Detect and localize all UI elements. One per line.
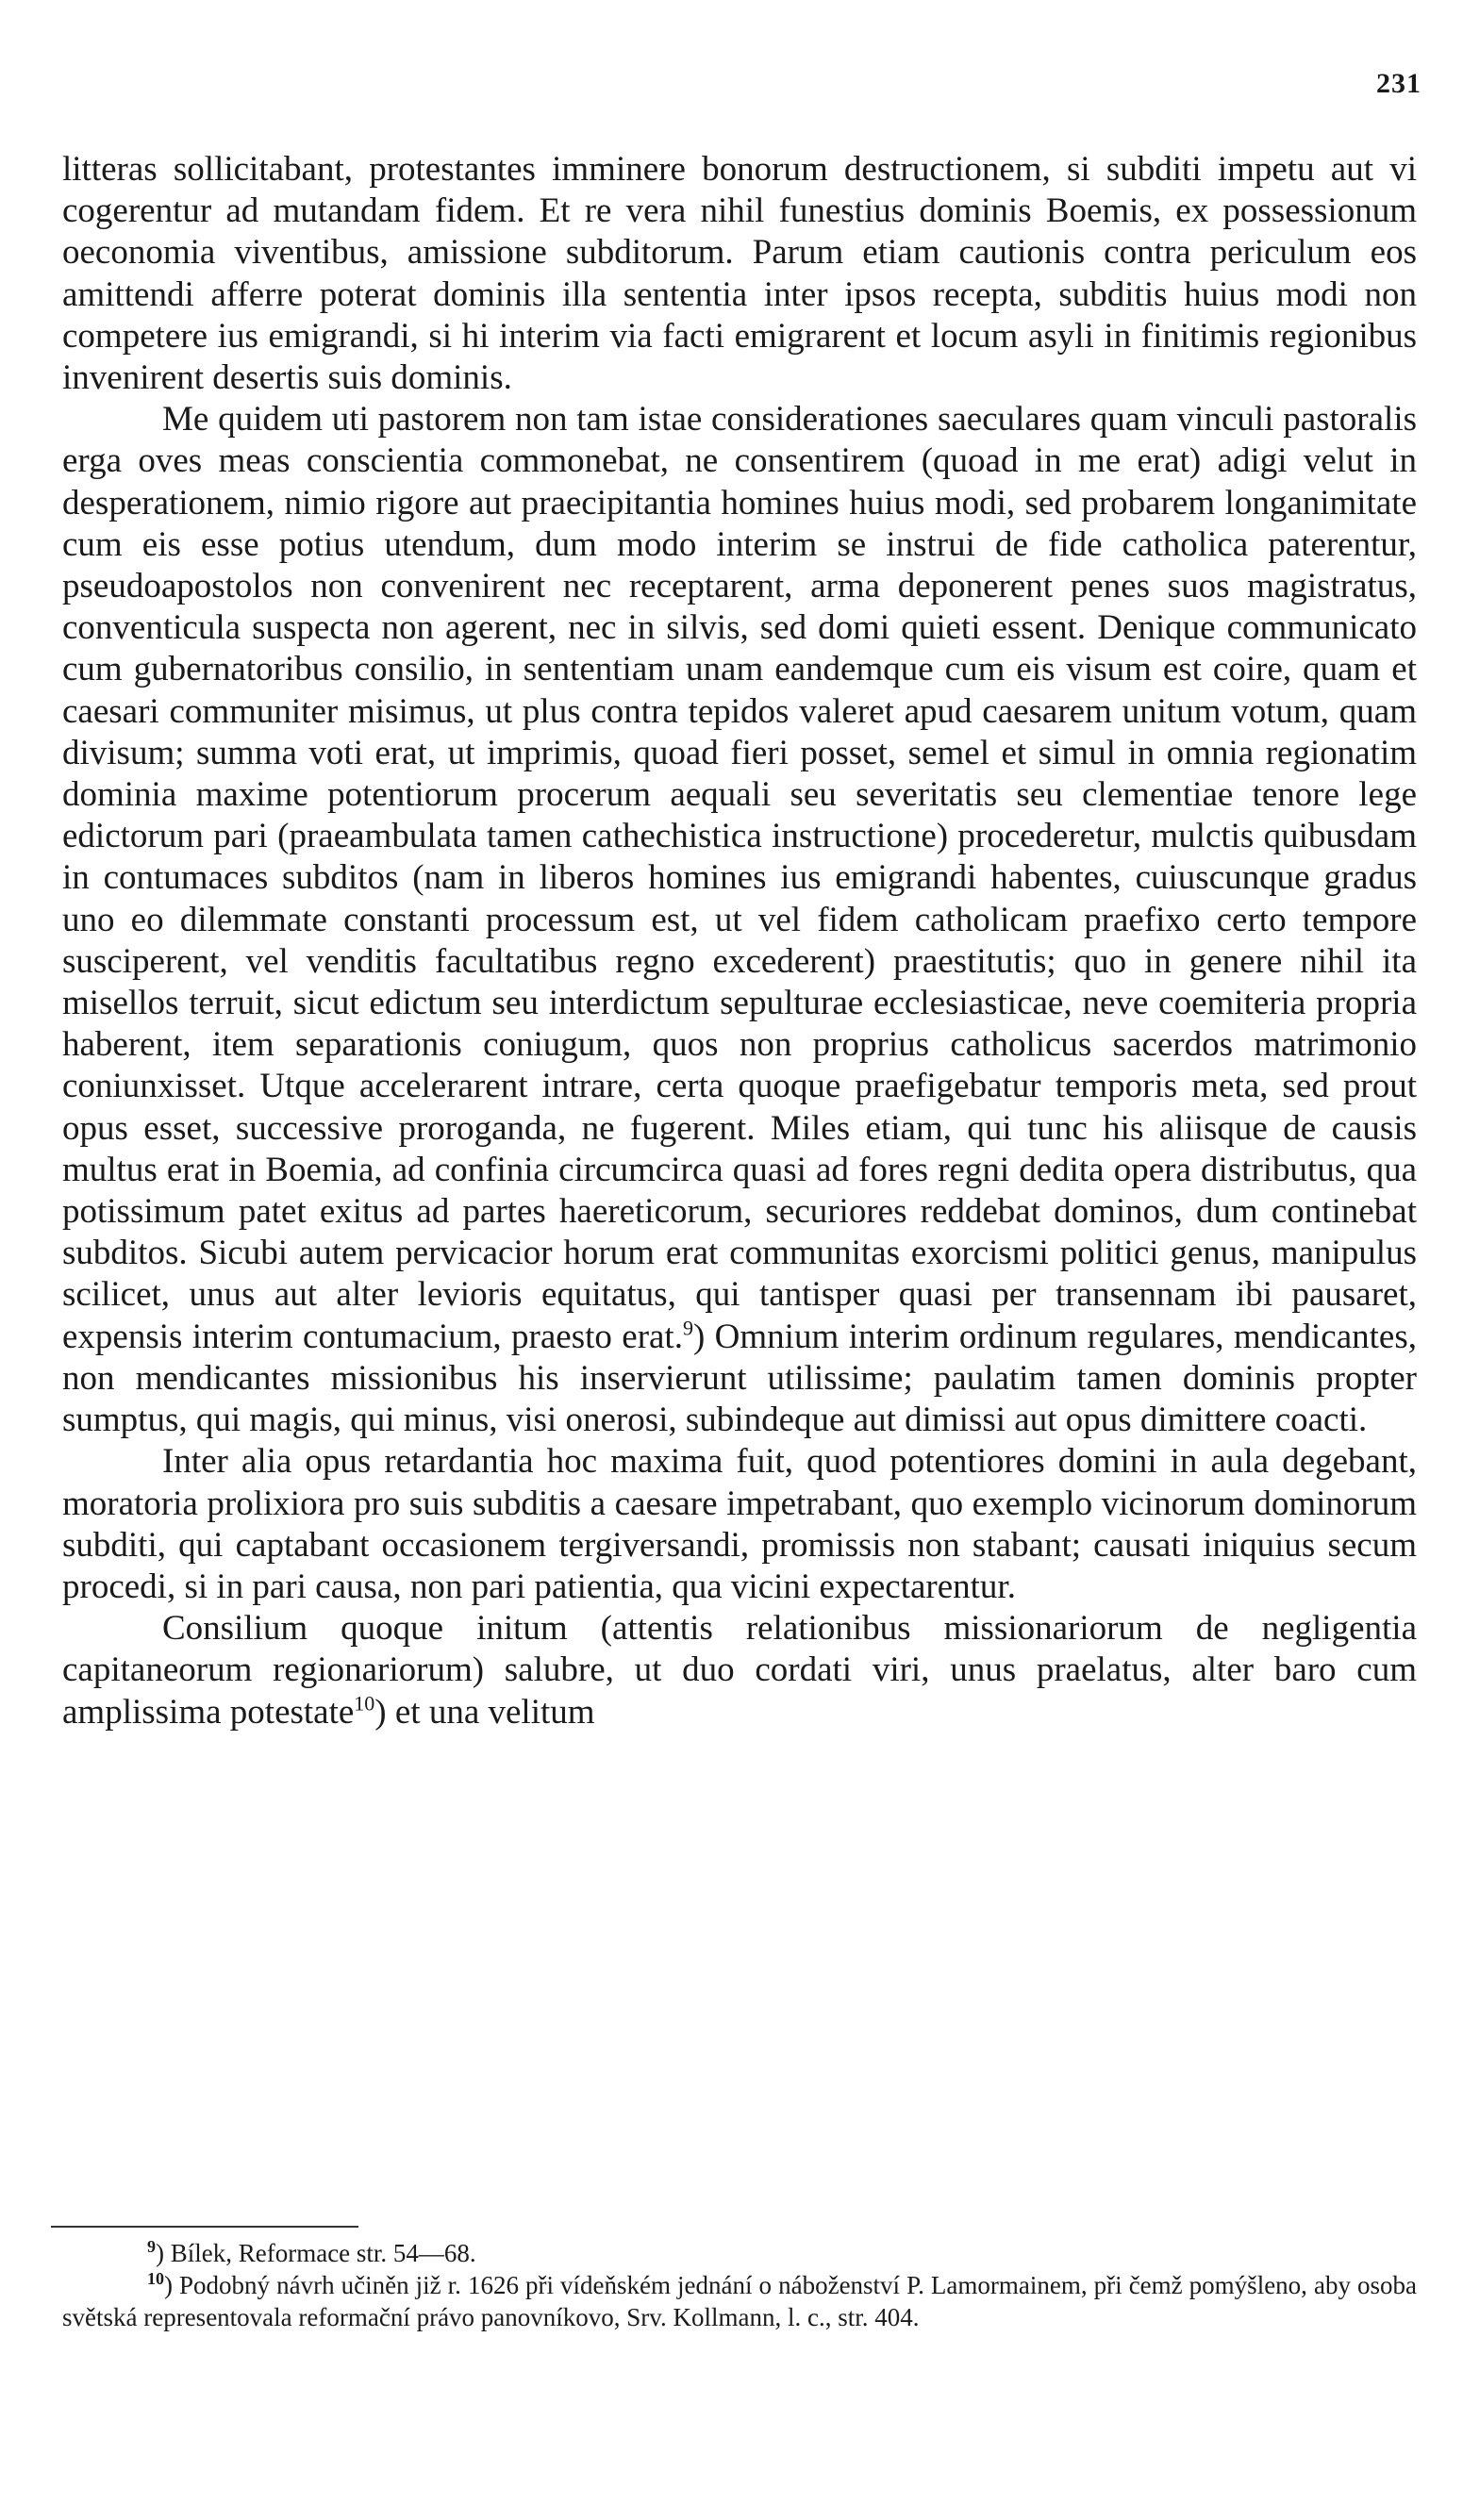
footnote-separator [51, 2226, 358, 2228]
paragraph-4 [62, 1608, 1417, 1733]
footnote-9-text: ) Bílek, Reformace str. 54—68. [156, 2239, 476, 2267]
paragraph-4-text-part-2: ) et una velitum [374, 1692, 595, 1732]
footnote-reference-9: 9 [682, 1316, 693, 1340]
paragraph-2: Me quidem uti pastorem non tam istae considerationes saeculares quam vinculi pastoralis erga oves meas conscientia commonebat, ne consentirem (quoad in me erat) adigi velut in desperationem, nimio rigore aut praecipitantia homines huius modi, sed probarem longanimitate cum eis esse potius utendum, dum modo interim se instrui de fide catholica paterentur, pseudoapostolos non convenirent nec receptarent, arma deponerent penes suos magistratus, conventicula suspecta non agerent, nec in silvis, sed domi quieti essent. Denique communicato cum gubernatoribus consilio, in sententiam unam eandemque cum eis visum est coire, quam et caesari communiter misimus, ut plus contra tepidos valeret apud caesarem unitum votum, quam divisum; summa voti erat, ut imprimis, quoad fieri posset, semel et simul in omnia regionatim dominia maxime potentiorum procerum aequali seu severitatis seu clementiae tenore lege edictorum pari (praeambulata tamen cathechistica instructione) procederetur, mulctis quibusdam in contumaces subditos (nam in liberos homines ius emigrandi habentes, cuiuscunque gradus uno eo dilemmate constanti processum est, ut vel fidem catholicam praefixo certo tempore susciperent, vel venditis facultatibus regno excederent) praestitutis; quo in genere nihil ita misellos terruit, sicut edictum seu interdictum sepulturae ecclesiasticae, neve coemiteria propria haberent, item separationis coniugum, quos non proprius catholicus sacerdos matrimonio coniunxisset. Utque accelerarent intrare, certa quoque praefigebatur temporis meta, sed prout opus esset, successive proroganda, ne fugerent. Miles etiam, qui tunc his aliisque de causis multus erat in Boemia, ad confinia circumcirca quasi ad fores regni dedita opera distributus, qua potissimum patet exitus ad partes haereticorum, securiores reddebat dominos, dum continebat subditos. Sicubi autem pervicacior horum erat communitas exorcismi politici genus, manipulus scilicet, unus aut alter levioris equitatus, qui tantisper quasi per transennam ibi pausaret, expensis interim contumacium, praesto erat.$^9$) Omnium interim ordinum regulares, mendicantes, non mendicantes missionibus his inservierunt utilissime; paulatim tamen dominis propter sumptus, qui magis, qui minus, visi onerosi, subindeque aut dimissi aut opus dimittere coacti. [62, 400, 1417, 1440]
footnotes [62, 2237, 1417, 2333]
footnote-10-mark: 10 [147, 2269, 164, 2288]
paragraph-1-text: litteras sollicitabant, protestantes imminere bonorum destructionem, si subditi impetu aut vi cogerentur ad mutandam fidem. Et re vera nihil funestius dominis Boemis, ex possessionum oeconomia viventibus, amissione subditorum. Parum etiam cautionis contra periculum eos amittendi afferre poterat dominis illa sententia inter ipsos recepta, subditis huius modi non competere ius emigrandi, si hi interim via facti emigrarent et locum asyli in finitimis regionibus invenirent desertis suis dominis. [62, 150, 1417, 398]
footnote-9-mark: 9 [147, 2237, 156, 2256]
paragraph-3-text: Inter alia opus retardantia hoc maxima fuit, quod potentiores domini in aula degebant, moratoria prolixiora pro suis subditis a caesare impetrabant, quo exemplo vicinorum dominorum subditi, qui captabant occasionem tergiversandi, promissis non stabant; causati iniquius secum procedi, si in pari causa, non pari patientia, qua vicini expectarentur. [62, 1442, 1417, 1606]
paragraph-1 [62, 149, 1417, 399]
footnote-reference-10: 10 [354, 1691, 375, 1716]
paragraph-2-text-part-2: Omnium interim ordinum regulares, mendicantes, non mendicantes missionibus his inservierunt utilissime; paulatim tamen dominis propter sumptus, qui magis, qui minus, visi onerosi, subindeque aut dimissi aut opus dimittere coacti. [62, 1317, 1417, 1440]
footnote-10 [62, 2269, 1417, 2333]
paragraph-2-text-part-1: Me quidem uti pastorem non tam istae considerationes saeculares quam vinculi pastoralis erga oves meas conscientia commonebat, ne consentirem (quoad in me erat) adigi velut in desperationem, nimio rigore aut praecipitantia homines huius modi, sed probarem longanimitate cum eis esse potius utendum, dum modo interim se instrui de fide catholica paterentur, pseudoapostolos non convenirent nec receptarent, arma deponerent penes suos magistratus, conventicula suspecta non agerent, nec in silvis, sed domi quieti essent. Denique communicato cum gubernatoribus consilio, in sententiam unam eandemque cum eis visum est coire, quam et caesari communiter misimus, ut plus contra tepidos valeret apud caesarem unitum votum, quam divisum; summa voti erat, ut imprimis, quoad fieri posset, semel et simul in omnia regionatim dominia maxime potentiorum procerum aequali seu severitatis seu clementiae tenore lege edictorum pari (praeambulata tamen cathechistica instructione) procederetur, mulctis quibusdam in contumaces subditos (nam in liberos homines ius emigrandi habentes, cuiuscunque gradus uno eo dilemmate constanti processum est, ut vel fidem catholicam praefixo certo tempore susciperent, vel venditis facultatibus regno excederent) praestitutis; quo in genere nihil ita misellos terruit, sicut edictum seu interdictum sepulturae ecclesiasticae, neve coemiteria propria haberent, item separationis coniugum, quos non proprius catholicus sacerdos matrimonio coniunxisset. Utque accelerarent intrare, certa quoque praefigebatur temporis meta, sed prout opus esset, successive proroganda, ne fugerent. Miles etiam, qui tunc his aliisque de causis multus erat in Boemia, ad confinia circumcirca quasi ad fores regni dedita opera distributus, qua potissimum patet exitus ad partes haereticorum, securiores reddebat dominos, dum continebat subditos. Sicubi autem pervicacior horum erat communitas exorcismi politici genus, manipulus scilicet, unus aut alter levioris equitatus, qui tantisper quasi per transennam ibi pausaret, expensis interim contumacium, praesto erat. [62, 400, 1417, 1356]
footnote-10-text: ) Podobný návrh učiněn již r. 1626 při vídeňském jednání o náboženství P. Lamormainem, při čemž pomýšleno, aby osoba světská representovala reformační právo panovníkovo, Srv. Kollmann, l. c., str. 404. [62, 2271, 1417, 2331]
paragraph-3 [62, 1441, 1417, 1608]
page-number: 231 [1376, 68, 1421, 99]
footnote-9 [62, 2237, 1417, 2269]
body-text [62, 149, 1417, 1733]
paragraph-4-text-part-1: Consilium quoque initum (attentis relationibus missionariorum de negligentia capitaneorum regionariorum) salubre, ut duo cordati viri, unus praelatus, alter baro cum amplissima potestate [62, 1609, 1417, 1732]
